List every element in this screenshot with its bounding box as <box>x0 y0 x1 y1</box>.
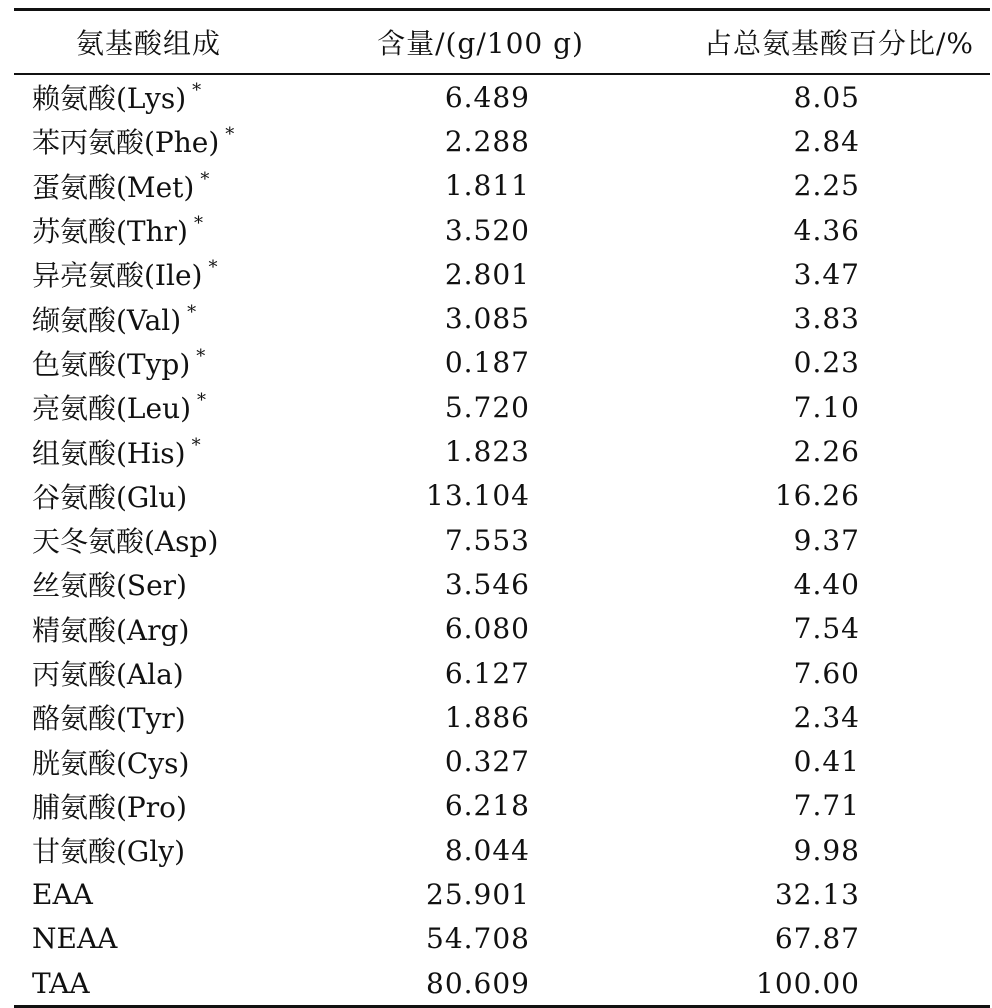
header-percent: 占总氨基酸百分比/% <box>703 27 974 60</box>
content-cell: 0.187 <box>444 346 530 380</box>
percent-cell: 7.60 <box>793 656 860 690</box>
amino-acid-name-cell <box>14 476 344 516</box>
amino-acid-name: 甘氨酸(Gly) <box>32 835 185 869</box>
essential-mark: * <box>193 213 203 235</box>
content-cell: 3.546 <box>444 567 530 601</box>
amino-acid-name: 丝氨酸(Ser) <box>32 569 187 603</box>
amino-acid-name-cell <box>14 343 344 383</box>
amino-acid-name-cell <box>14 387 344 427</box>
table-row <box>14 784 990 828</box>
amino-acid-name: 精氨酸(Arg) <box>32 613 190 647</box>
percent-cell: 2.26 <box>793 435 860 469</box>
percent-cell: 7.71 <box>793 789 860 823</box>
amino-acid-name: 谷氨酸(Glu) <box>32 480 188 514</box>
percent-cell: 3.83 <box>793 302 860 336</box>
content-cell: 2.288 <box>444 124 530 158</box>
percent-cell: 0.23 <box>793 346 860 380</box>
amino-acid-name-cell <box>14 742 344 782</box>
amino-acid-name: 脯氨酸(Pro) <box>32 790 187 824</box>
amino-acid-name-cell <box>14 609 344 649</box>
amino-acid-name: EAA <box>32 877 93 911</box>
table-row <box>14 961 990 1005</box>
amino-acid-name-cell <box>14 254 344 294</box>
percent-cell: 2.25 <box>793 169 860 203</box>
table-row <box>14 119 990 163</box>
table-row <box>14 164 990 208</box>
content-cell: 25.901 <box>426 877 530 911</box>
percent-cell: 100.00 <box>756 966 860 1000</box>
essential-mark: * <box>187 301 197 323</box>
amino-acid-name: TAA <box>32 966 90 1000</box>
amino-acid-name: 缬氨酸(Val) <box>32 303 182 337</box>
amino-acid-name-cell <box>14 520 344 560</box>
percent-cell: 7.10 <box>793 390 860 424</box>
amino-acid-name: 苏氨酸(Thr) <box>32 215 188 249</box>
amino-acid-name-cell <box>14 121 344 161</box>
content-cell: 5.720 <box>444 390 530 424</box>
content-cell: 54.708 <box>426 922 530 956</box>
content-cell: 8.044 <box>444 833 530 867</box>
content-cell: 6.218 <box>444 789 530 823</box>
essential-mark: * <box>208 257 218 279</box>
content-cell: 6.489 <box>444 80 530 114</box>
header-amino-acid: 氨基酸组成 <box>76 27 222 60</box>
percent-cell: 4.40 <box>793 567 860 601</box>
table-row <box>14 562 990 606</box>
content-cell: 0.327 <box>444 745 530 779</box>
essential-mark: * <box>225 124 235 146</box>
content-cell: 13.104 <box>426 479 530 513</box>
amino-acid-name-cell <box>14 166 344 206</box>
table-row <box>14 917 990 961</box>
essential-mark: * <box>197 390 207 412</box>
essential-mark: * <box>191 434 201 456</box>
table-row <box>14 75 990 119</box>
amino-acid-name-cell <box>14 299 344 339</box>
content-cell: 1.823 <box>444 435 530 469</box>
amino-acid-name-cell <box>14 653 344 693</box>
amino-acid-name-cell <box>14 922 344 955</box>
amino-acid-table <box>14 8 990 1008</box>
percent-cell: 32.13 <box>774 877 860 911</box>
amino-acid-name-cell <box>14 967 344 1000</box>
table-row <box>14 296 990 340</box>
amino-acid-name-cell <box>14 697 344 737</box>
table-body <box>14 75 990 1005</box>
amino-acid-name: 亮氨酸(Leu) <box>32 392 192 426</box>
amino-acid-name-cell <box>14 564 344 604</box>
amino-acid-name: 色氨酸(Typ) <box>32 347 191 381</box>
content-cell: 1.811 <box>444 169 530 203</box>
amino-acid-name: 苯丙氨酸(Phe) <box>32 126 220 160</box>
table-row <box>14 607 990 651</box>
amino-acid-name-cell <box>14 210 344 250</box>
amino-acid-name: 组氨酸(His) <box>32 436 186 470</box>
essential-mark: * <box>196 345 206 367</box>
percent-cell: 9.37 <box>793 523 860 557</box>
table-row <box>14 208 990 252</box>
percent-cell: 0.41 <box>793 745 860 779</box>
table-row <box>14 828 990 872</box>
header-content: 含量/(g/100 g) <box>377 27 584 60</box>
content-cell: 80.609 <box>426 966 530 1000</box>
content-cell: 3.085 <box>444 302 530 336</box>
table-row <box>14 385 990 429</box>
content-cell: 3.520 <box>444 213 530 247</box>
percent-cell: 2.84 <box>793 124 860 158</box>
percent-cell: 4.36 <box>793 213 860 247</box>
amino-acid-name: 丙氨酸(Ala) <box>32 658 184 691</box>
table-row <box>14 739 990 783</box>
table-row <box>14 518 990 562</box>
percent-cell: 9.98 <box>793 833 860 867</box>
table-row <box>14 651 990 695</box>
amino-acid-name: 异亮氨酸(Ile) <box>32 259 203 293</box>
amino-acid-name: 赖氨酸(Lys) <box>32 82 187 116</box>
table-row <box>14 872 990 916</box>
content-cell: 2.801 <box>444 257 530 291</box>
amino-acid-name: 天冬氨酸(Asp) <box>32 525 219 559</box>
content-cell: 1.886 <box>444 700 530 734</box>
essential-mark: * <box>192 80 202 102</box>
table-row <box>14 252 990 296</box>
table-row <box>14 695 990 739</box>
amino-acid-name: NEAA <box>32 922 118 956</box>
essential-mark: * <box>200 168 210 190</box>
percent-cell: 2.34 <box>793 700 860 734</box>
amino-acid-name-cell <box>14 432 344 472</box>
percent-cell: 7.54 <box>793 612 860 646</box>
content-cell: 7.553 <box>444 523 530 557</box>
amino-acid-name-cell <box>14 878 344 911</box>
amino-acid-name-cell <box>14 77 344 117</box>
content-cell: 6.080 <box>444 612 530 646</box>
amino-acid-name-cell <box>14 786 344 826</box>
percent-cell: 67.87 <box>774 922 860 956</box>
amino-acid-name: 酪氨酸(Tyr) <box>32 702 186 736</box>
table-header-row <box>14 11 990 73</box>
amino-acid-name: 胱氨酸(Cys) <box>32 746 190 780</box>
content-cell: 6.127 <box>444 656 530 690</box>
amino-acid-name-cell <box>14 830 344 870</box>
table-row <box>14 341 990 385</box>
table-row <box>14 429 990 473</box>
percent-cell: 8.05 <box>793 80 860 114</box>
table-row <box>14 474 990 518</box>
percent-cell: 3.47 <box>793 257 860 291</box>
amino-acid-name: 蛋氨酸(Met) <box>32 170 195 204</box>
percent-cell: 16.26 <box>774 479 860 513</box>
